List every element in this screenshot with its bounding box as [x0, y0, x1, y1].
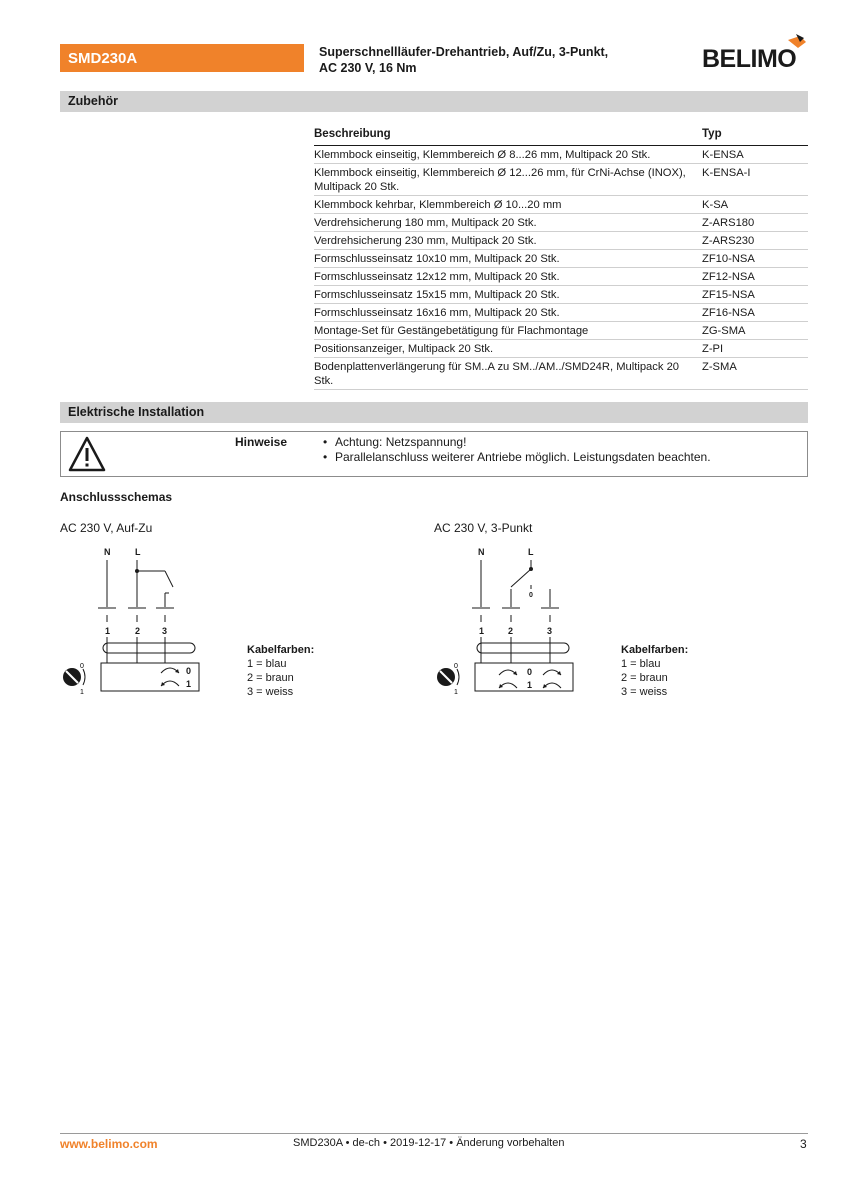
- terminal-3: 3: [547, 626, 553, 636]
- cell-typ: K-ENSA-I: [702, 167, 751, 179]
- cable-color-2: 2 = braun: [621, 672, 668, 684]
- svg-text:BELIMO: BELIMO: [702, 45, 797, 72]
- cable-color-2: 2 = braun: [247, 672, 294, 684]
- table-row: [314, 250, 808, 268]
- pos-0: 0: [527, 667, 533, 677]
- notice-box: [60, 431, 808, 477]
- notice-list: [323, 435, 711, 465]
- section-title-installation: Elektrische Installation: [68, 405, 205, 419]
- cell-beschreibung: Klemmbock einseitig, Klemmbereich Ø 8...26 mm, Multipack 20 Stk.: [314, 149, 651, 161]
- svg-text:1: 1: [454, 689, 458, 696]
- cell-typ: ZF15-NSA: [702, 289, 755, 301]
- page-number: 3: [800, 1137, 807, 1151]
- cable-color-3: 3 = weiss: [247, 686, 294, 698]
- col-header-beschreibung: Beschreibung: [314, 128, 391, 140]
- cell-beschreibung: Formschlusseinsatz 15x15 mm, Multipack 20 Stk.: [314, 289, 560, 301]
- cell-beschreibung: Klemmbock einseitig, Klemmbereich Ø 12...26 mm, für CrNi-Achse (INOX), Multipack 20 Stk.: [314, 167, 686, 193]
- label-l: L: [135, 547, 141, 557]
- notice-label: Hinweise: [235, 435, 288, 449]
- cell-typ: ZF16-NSA: [702, 307, 755, 319]
- table-row: [314, 340, 808, 358]
- pos-0: 0: [186, 666, 192, 676]
- table-row: [314, 268, 808, 286]
- pos-1: 1: [527, 680, 533, 690]
- cell-typ: K-SA: [702, 199, 729, 211]
- cell-typ: Z-SMA: [702, 361, 737, 373]
- table-row: [314, 146, 808, 164]
- cell-typ: K-ENSA: [702, 149, 744, 161]
- cell-beschreibung: Formschlusseinsatz 12x12 mm, Multipack 20 Stk.: [314, 271, 560, 283]
- cable-colors-title: Kabelfarben:: [621, 644, 689, 656]
- cell-typ: ZG-SMA: [702, 325, 746, 337]
- svg-text:0: 0: [80, 663, 84, 670]
- notice-item: • Achtung: Netzspannung!: [323, 435, 711, 450]
- cell-beschreibung: Verdrehsicherung 180 mm, Multipack 20 Stk.: [314, 217, 537, 229]
- cell-typ: Z-ARS180: [702, 217, 755, 229]
- cable-color-1: 1 = blau: [247, 658, 287, 670]
- section-installation: [60, 402, 808, 423]
- terminal-3: 3: [162, 626, 168, 636]
- section-zubehoer: [60, 91, 808, 112]
- product-badge: [60, 44, 304, 72]
- cable-colors-right: [621, 643, 688, 699]
- schemas-title: Anschlussschemas: [60, 490, 173, 504]
- table-header: [314, 126, 808, 146]
- warning-triangle-icon: [67, 435, 107, 473]
- footer-doc-info: SMD230A • de-ch • 2019-12-17 • Änderung vorbehalten: [293, 1137, 565, 1149]
- notice-item: • Parallelanschluss weiterer Antriebe möglich. Leistungsdaten beachten.: [323, 450, 711, 465]
- svg-text:1: 1: [80, 689, 84, 696]
- belimo-logo: [700, 34, 810, 72]
- section-title-zubehoer: Zubehör: [68, 94, 118, 108]
- title-line-1: Superschnellläufer-Drehantrieb, Auf/Zu, 3-Punkt,: [319, 45, 609, 59]
- table-row: [314, 322, 808, 340]
- document-title: [319, 44, 679, 76]
- table-row: [314, 164, 808, 196]
- table-row: [314, 232, 808, 250]
- wiring-diagram-3-punkt: [429, 545, 589, 705]
- footer-divider: [60, 1133, 808, 1134]
- title-line-2: AC 230 V, 16 Nm: [319, 61, 417, 75]
- cable-colors-left: [247, 643, 314, 699]
- switch-pos-0: 0: [529, 592, 533, 599]
- svg-text:0: 0: [454, 663, 458, 670]
- cell-beschreibung: Montage-Set für Gestängebetätigung für Flachmontage: [314, 325, 589, 337]
- table-row: [314, 358, 808, 390]
- label-n: N: [478, 547, 485, 557]
- label-n: N: [104, 547, 111, 557]
- terminal-2: 2: [508, 626, 514, 636]
- table-row: [314, 196, 808, 214]
- wiring-diagram-auf-zu: [55, 545, 215, 705]
- cell-beschreibung: Klemmbock kehrbar, Klemmbereich Ø 10...20 mm: [314, 199, 562, 211]
- cell-typ: Z-PI: [702, 343, 724, 355]
- cell-typ: Z-ARS230: [702, 235, 755, 247]
- cable-color-3: 3 = weiss: [621, 686, 668, 698]
- cable-color-1: 1 = blau: [621, 658, 661, 670]
- cell-typ: ZF12-NSA: [702, 271, 755, 283]
- table-row: [314, 304, 808, 322]
- product-name: SMD230A: [68, 50, 138, 67]
- cell-beschreibung: Formschlusseinsatz 10x10 mm, Multipack 20 Stk.: [314, 253, 560, 265]
- terminal-1: 1: [479, 626, 485, 636]
- footer-website-link[interactable]: www.belimo.com: [60, 1137, 158, 1151]
- schema-title-auf-zu: AC 230 V, Auf-Zu: [60, 521, 153, 535]
- cell-beschreibung: Verdrehsicherung 230 mm, Multipack 20 Stk.: [314, 235, 537, 247]
- table-row: [314, 286, 808, 304]
- table-row: [314, 214, 808, 232]
- col-header-typ: Typ: [702, 128, 722, 140]
- cable-colors-title: Kabelfarben:: [247, 644, 315, 656]
- manual-override-knob-icon: [63, 663, 85, 696]
- cell-beschreibung: Positionsanzeiger, Multipack 20 Stk.: [314, 343, 494, 355]
- manual-override-knob-icon: [437, 663, 459, 696]
- cell-beschreibung: Formschlusseinsatz 16x16 mm, Multipack 20 Stk.: [314, 307, 560, 319]
- pos-1: 1: [186, 679, 192, 689]
- cell-beschreibung: Bodenplattenverlängerung für SM..A zu SM../AM../SMD24R, Multipack 20 Stk.: [314, 361, 680, 387]
- label-l: L: [528, 547, 534, 557]
- terminal-1: 1: [105, 626, 111, 636]
- terminal-2: 2: [135, 626, 141, 636]
- accessories-table: [314, 126, 808, 390]
- cell-typ: ZF10-NSA: [702, 253, 755, 265]
- schema-title-3-punkt: AC 230 V, 3-Punkt: [434, 521, 533, 535]
